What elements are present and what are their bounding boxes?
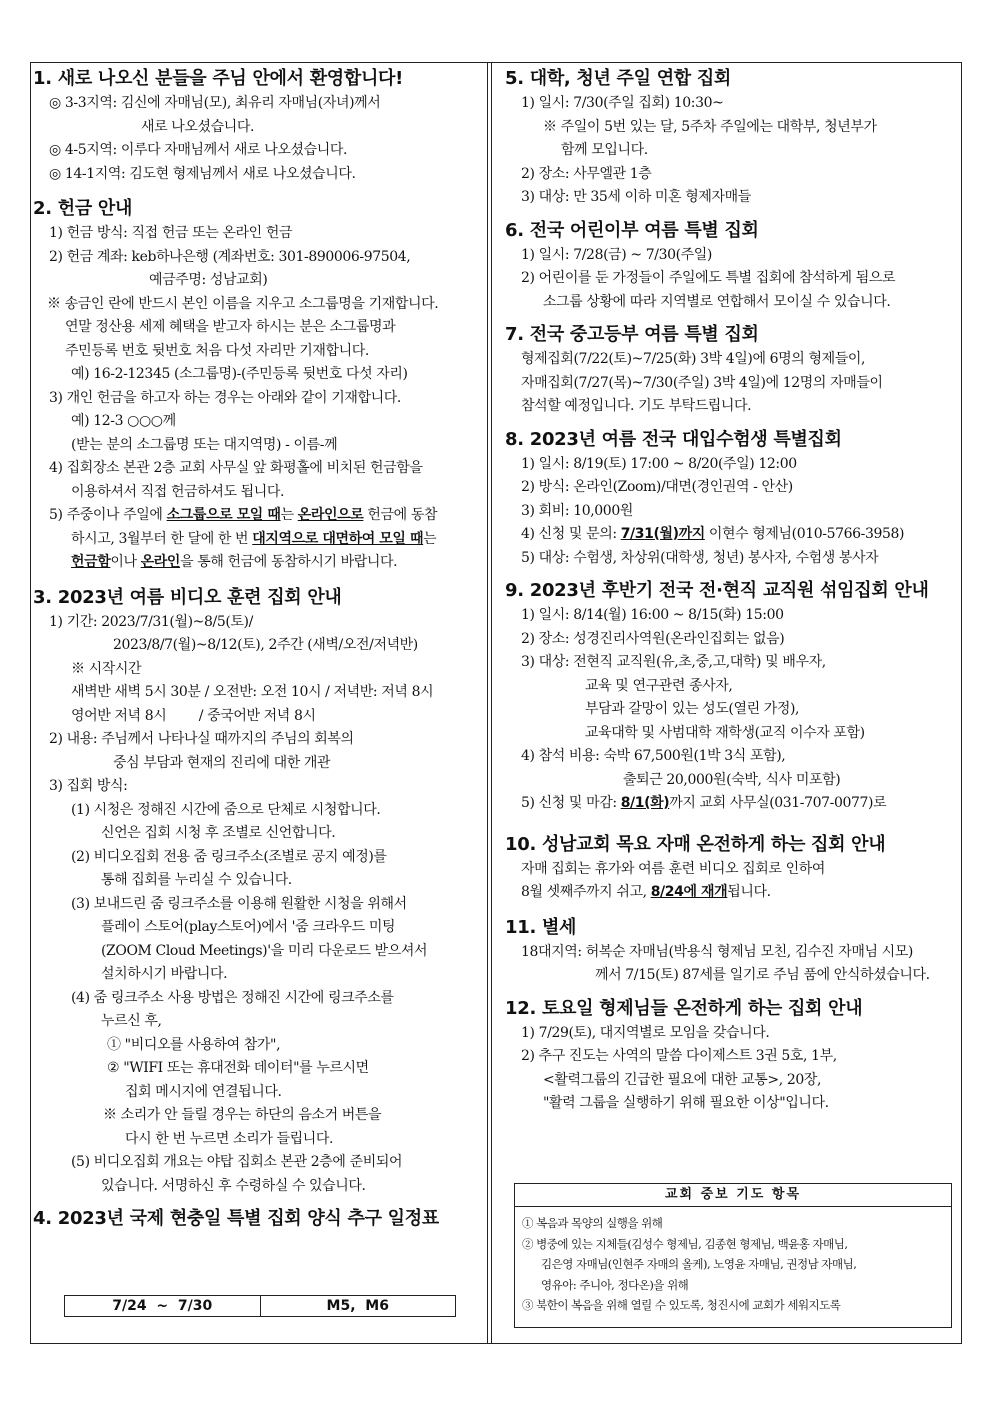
right-column <box>505 64 955 1116</box>
s10-line <box>505 881 955 905</box>
s3-line: (2) 비디오집회 전용 줌 링크주소(조별로 공지 예정)를 <box>71 848 387 865</box>
s2-line <box>33 528 483 552</box>
s9-text: 5) 신청 및 마감: <box>521 795 621 811</box>
s3-line: ② "WIFI 또는 휴대전화 데이터"를 누르시면 <box>107 1060 369 1076</box>
s2-emphasis: 헌금함 <box>71 554 111 570</box>
s2-emphasis: 온라인 <box>140 554 181 570</box>
s9-emphasis: 8/1(화) <box>620 795 670 811</box>
s3-line: 있습니다. 서명하신 후 수령하실 수 있습니다. <box>101 1177 366 1194</box>
prayer-item: ③ 북한이 복음을 위해 열릴 수 있도록, 청진시에 교회가 세워지도록 <box>522 1298 841 1312</box>
s3-line: (5) 비디오집회 개요는 야탑 집회소 본관 2층에 준비되어 <box>71 1154 403 1170</box>
s2-text: 하시고, 3월부터 한 달에 한 번 <box>71 530 253 547</box>
s3-line: (4) 줌 링크주소 사용 방법은 정해진 시간에 링크주소를 <box>71 989 394 1006</box>
prayer-item: ② 병중에 있는 지체들(김성수 형제님, 김종현 형제님, 백윤홍 자매님, <box>522 1236 848 1251</box>
s3-line: (3) 보내드린 줌 링크주소를 이용해 원활한 시청을 위해서 <box>71 895 407 912</box>
s3-line: 중심 부담과 현재의 진리에 대한 개관 <box>113 754 331 771</box>
s12-line: 1) 7/29(토), 대지역별로 모임을 갖습니다. <box>521 1024 770 1041</box>
s9-line: 3) 대상: 전현직 교직원(유,초,중,고,대학) 및 배우자, <box>521 654 826 670</box>
section-5-title: 5. 대학, 청년 주일 연합 집회 <box>505 68 732 89</box>
column-divider <box>487 62 492 1344</box>
s9-line <box>505 792 955 816</box>
s9-line: 부담과 갈망이 있는 성도(열린 가정), <box>585 701 800 717</box>
s3-line: 집회 메시지에 연결됩니다. <box>125 1083 282 1100</box>
section-6-title: 6. 전국 어린이부 여름 특별 집회 <box>505 219 759 241</box>
prayer-item: 영유아: 주니아, 정다온)을 위해 <box>541 1277 689 1292</box>
s10-line: 자매 집회는 휴가와 여름 훈련 비디오 집회로 인하여 <box>521 860 825 877</box>
s1-line: ◎ 3-3지역: 김신에 자매님(모), 최유리 자매님(자녀)께서 <box>49 95 381 111</box>
s3-line: ① "비디오를 사용하여 참가", <box>107 1036 281 1053</box>
s9-line: 교육대학 및 사범대학 재학생(교직 이수자 포함) <box>585 724 865 741</box>
s10-text: 8월 셋째주까지 쉬고, <box>521 884 651 900</box>
s2-line: (받는 분의 소그룹명 또는 대지역명) - 이름-께 <box>71 436 338 453</box>
s8-line: 1) 일시: 8/19(토) 17:00 ~ 8/20(주일) 12:00 <box>521 455 797 472</box>
s2-emphasis: 소그룹으로 모일 때 <box>166 507 281 523</box>
s2-line: 예) 16-2-12345 (소그룹명)-(주민등록 뒷번호 다섯 자리) <box>71 366 408 382</box>
s2-text: 는 <box>423 530 437 547</box>
s3-line: ※ 소리가 안 들릴 경우는 하단의 음소거 버튼을 <box>103 1107 382 1123</box>
prayer-item: ① 복음과 목양의 실행을 위해 <box>522 1216 663 1230</box>
s2-line: 예) 12-3 ○○○께 <box>71 413 176 429</box>
s7-line: 자매집회(7/27(목)~7/30(주일) 3박 4일)에 12명의 자매들이 <box>521 374 883 391</box>
s8-line: 2) 방식: 온라인(Zoom)/대면(경인권역 - 안산) <box>521 479 793 495</box>
s8-emphasis: 7/31(월)까지 <box>620 526 705 542</box>
s6-line: 소그룹 상황에 따라 지역별로 연합해서 모이실 수 있습니다. <box>543 293 891 310</box>
schedule-messages: M5, M6 <box>326 1298 389 1314</box>
s9-line: 교육 및 연구관련 종사자, <box>585 677 733 694</box>
s9-text: 까지 교회 사무실(031-707-0077)로 <box>669 795 887 811</box>
section-3-title: 3. 2023년 여름 비디오 훈련 집회 안내 <box>33 586 342 608</box>
schedule-period: 7/24 ~ 7/30 <box>65 1296 261 1316</box>
s7-line: 형제집회(7/22(토)~7/25(화) 3박 4일)에 6명의 형제들이, <box>521 351 866 367</box>
s2-emphasis: 온라인으로 <box>297 507 364 523</box>
s7-line: 참석할 예정입니다. 기도 부탁드립니다. <box>521 398 752 414</box>
s3-line: (1) 시청은 정해진 시간에 줌으로 단체로 시청합니다. <box>71 801 381 818</box>
s3-line: 설치하시기 바랍니다. <box>101 966 228 982</box>
section-1-title: 1. 새로 나오신 분들을 주님 안에서 환영합니다! <box>33 68 404 89</box>
section-10-title: 10. 성남교회 목요 자매 온전하게 하는 집회 안내 <box>505 833 886 855</box>
s8-line <box>505 523 955 547</box>
section-11-title: 11. 별세 <box>505 916 577 938</box>
s3-line: 새벽반 새벽 5시 30분 / 오전반: 오전 10시 / 저녁반: 저녁 8시 <box>71 684 434 700</box>
s2-line: 이용하셔서 직접 헌금하셔도 됩니다. <box>71 483 285 500</box>
s3-line: 3) 집회 방식: <box>49 778 128 794</box>
s8-text: 이현수 형제님(010-5766-3958) <box>704 526 905 542</box>
s2-line <box>33 551 483 575</box>
s3-line: ※ 시작시간 <box>71 660 142 677</box>
s3-line: 통해 집회를 누리실 수 있습니다. <box>101 872 292 888</box>
s5-line: 1) 일시: 7/30(주일 집회) 10:30~ <box>521 95 724 111</box>
s1-line: 새로 나오셨습니다. <box>141 118 255 135</box>
s2-line: ※ 송금인 란에 반드시 본인 이름을 지우고 소그룹명을 기재합니다. <box>47 295 439 312</box>
s2-line: 예금주명: 성남교회) <box>149 272 268 288</box>
s2-line: 3) 개인 헌금을 하고자 하는 경우는 아래와 같이 기재합니다. <box>49 389 401 406</box>
s2-emphasis: 대지역으로 대면하여 모일 때 <box>252 530 424 547</box>
s8-line: 3) 회비: 10,000원 <box>521 502 633 519</box>
s5-line: ※ 주일이 5번 있는 달, 5주차 주일에는 대학부, 청년부가 <box>543 118 877 135</box>
s2-line: 1) 헌금 방식: 직접 헌금 또는 온라인 헌금 <box>49 225 293 241</box>
s12-line: "활력 그룹을 실행하기 위해 필요한 이상"입니다. <box>543 1095 829 1111</box>
schedule-table <box>64 1295 456 1317</box>
s2-text: 5) 주중이나 주일에 <box>49 507 167 523</box>
s9-line: 1) 일시: 8/14(월) 16:00 ~ 8/15(화) 15:00 <box>521 607 784 623</box>
section-7-title: 7. 전국 중고등부 여름 특별 집회 <box>505 324 759 345</box>
left-column <box>33 64 483 1232</box>
s3-line: (ZOOM Cloud Meetings)'을 미리 다운로드 받으셔서 <box>101 942 428 959</box>
s5-line: 함께 모입니다. <box>561 142 648 158</box>
s10-text: 됩니다. <box>727 884 771 900</box>
s10-emphasis: 8/24에 재개 <box>650 884 728 900</box>
s3-line: 신언은 집회 시청 후 조별로 신언합니다. <box>101 825 336 841</box>
s3-line: 2) 내용: 주님께서 나타나실 때까지의 주님의 회복의 <box>49 731 354 747</box>
prayer-title: 교회 중보 기도 항목 <box>515 1184 951 1207</box>
s11-line: 께서 7/15(토) 87세를 일기로 주님 품에 안식하셨습니다. <box>595 967 930 983</box>
section-8-title: 8. 2023년 여름 전국 대입수험생 특별집회 <box>505 428 842 450</box>
s2-text: 이나 <box>110 554 141 570</box>
s1-line: ◎ 14-1지역: 김도현 형제님께서 새로 나오셨습니다. <box>49 165 356 182</box>
s6-line: 1) 일시: 7/28(금) ~ 7/30(주일) <box>521 246 712 263</box>
s2-text: 을 통해 헌금에 동참하시기 바랍니다. <box>180 554 398 570</box>
s3-line: 2023/8/7(월)~8/12(토), 2주간 (새벽/오전/저녁반) <box>113 637 418 653</box>
s5-line: 2) 장소: 사무엘관 1층 <box>521 165 652 182</box>
section-2-title: 2. 헌금 안내 <box>33 198 133 219</box>
section-9-title: 9. 2023년 후반기 전국 전·현직 교직원 섞임집회 안내 <box>505 580 929 601</box>
s2-line: 4) 집회장소 본관 2층 교회 사무실 앞 화평홀에 비치된 헌금함을 <box>49 460 423 476</box>
s5-line: 3) 대상: 만 35세 이하 미혼 형제자매들 <box>521 189 751 205</box>
s3-line: 1) 기간: 2023/7/31(월)~8/5(토)/ <box>49 613 253 630</box>
prayer-box <box>514 1183 952 1328</box>
s2-line: 2) 헌금 계좌: keb하나은행 (계좌번호: 301-890006-97504, <box>49 248 411 265</box>
s6-line: 2) 어린이를 둔 가정들이 주일에도 특별 집회에 참석하게 됨으로 <box>521 270 896 286</box>
section-4-title: 4. 2023년 국제 현충일 특별 집회 양식 추구 일정표 <box>33 1208 439 1229</box>
s3-line: 플레이 스토어(play스토어)에서 '줌 크라우드 미팅 <box>101 919 396 935</box>
s9-line: 4) 참석 비용: 숙박 67,500원(1박 3식 포함), <box>521 748 786 764</box>
s9-line: 2) 장소: 성경진리사역원(온라인집회는 없음) <box>521 630 785 647</box>
s12-line: 2) 추구 진도는 사역의 말씀 다이제스트 3권 5호, 1부, <box>521 1048 837 1064</box>
s8-line: 5) 대상: 수험생, 차상위(대학생, 청년) 봉사자, 수험생 봉사자 <box>521 549 879 566</box>
s12-line: <활력그룹의 긴급한 필요에 대한 교통>, 20장, <box>543 1071 822 1088</box>
s8-text: 4) 신청 및 문의: <box>521 526 621 542</box>
s3-line: 누르신 후, <box>101 1013 162 1029</box>
s2-line: 주민등록 번호 뒷번호 처음 다섯 자리만 기재합니다. <box>65 342 369 359</box>
section-12-title: 12. 토요일 형제님들 온전하게 하는 집회 안내 <box>505 997 863 1019</box>
s9-line: 출퇴근 20,000원(숙박, 식사 미포함) <box>623 771 841 788</box>
s11-line: 18대지역: 허복순 자매님(박용식 형제님 모친, 김수진 자매님 시모) <box>521 943 913 960</box>
s2-line: 연말 정산용 세제 혜택을 받고자 하시는 분은 소그룹명과 <box>65 319 396 335</box>
s2-text: 헌금에 동참 <box>363 507 438 523</box>
prayer-item: 김은영 자매님(인현주 자매의 올케), 노영윤 자매님, 권정남 자매님, <box>541 1257 857 1271</box>
s2-line <box>33 504 483 528</box>
s1-line: ◎ 4-5지역: 이루다 자매님께서 새로 나오셨습니다. <box>49 142 348 158</box>
s3-line: 다시 한 번 누르면 소리가 들립니다. <box>125 1130 334 1147</box>
s3-line: 영어반 저녁 8시 / 중국어반 저녁 8시 <box>71 707 316 724</box>
s2-text: 는 <box>280 507 298 523</box>
